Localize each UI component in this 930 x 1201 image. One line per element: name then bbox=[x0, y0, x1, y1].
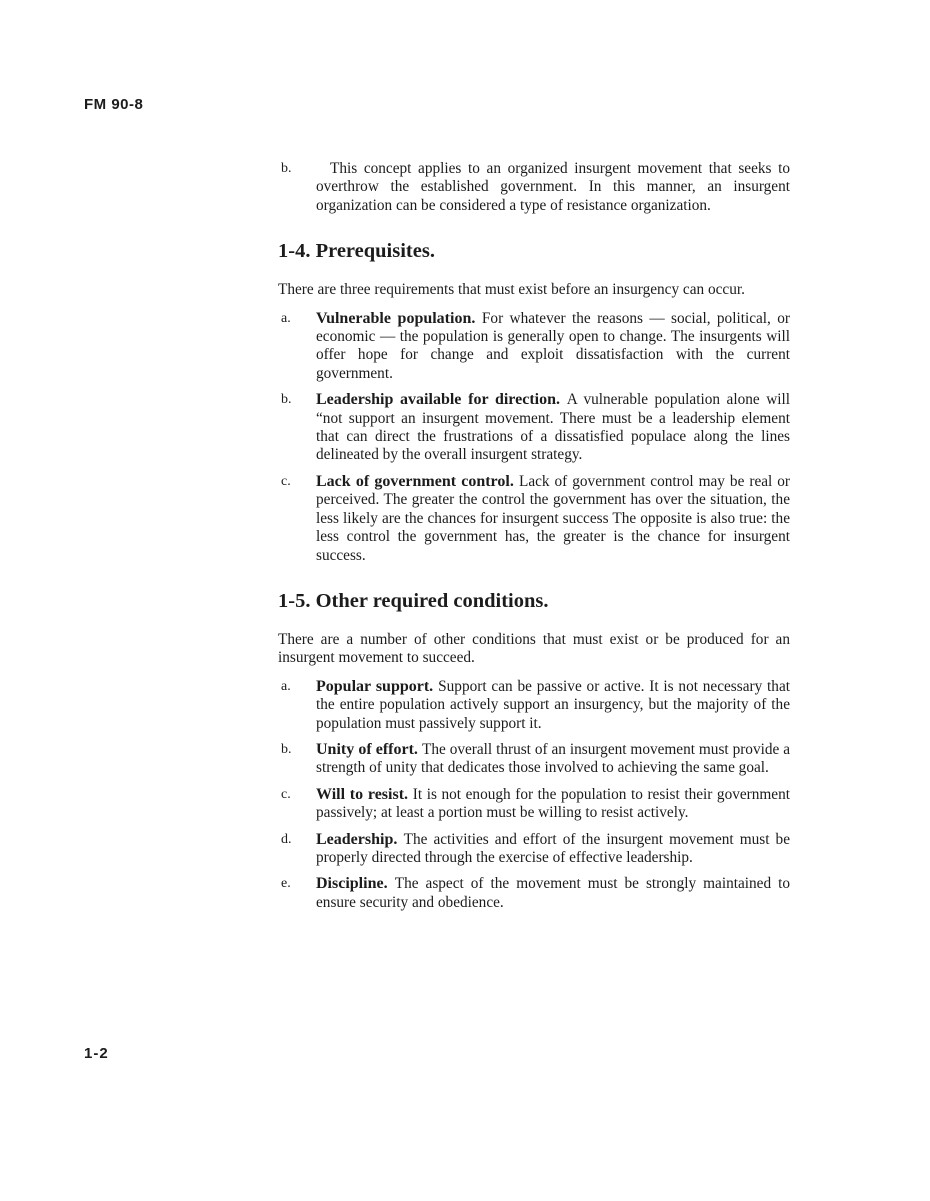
item-text: The activities and effort of the insurgent movement must be properly directed through the exercise of effective leadership. bbox=[316, 830, 790, 866]
list-item bbox=[278, 391, 790, 465]
paragraph-text: This concept applies to an organized insurgent movement that seeks to overthrow the established government. In this manner, an insurgent organization can be considered a type of resistance organization. bbox=[316, 160, 790, 214]
item-term: Leadership available for direction. bbox=[316, 391, 567, 409]
item-term: Lack of government control. bbox=[316, 472, 519, 490]
list-item bbox=[278, 310, 790, 384]
item-term: Vulnerable population. bbox=[316, 309, 482, 327]
item-text: It is not enough for the population to resist their government passively; at least a portion must be willing to resist actively. bbox=[316, 785, 790, 822]
item-marker: c. bbox=[281, 786, 291, 802]
conditions-list bbox=[278, 678, 790, 912]
item-marker: c. bbox=[281, 473, 291, 489]
list-item bbox=[278, 786, 790, 823]
list-item bbox=[278, 741, 790, 778]
page-number: 1-2 bbox=[84, 1045, 109, 1062]
item-marker: b. bbox=[281, 741, 292, 757]
item-marker: e. bbox=[281, 876, 291, 892]
item-term: Popular support. bbox=[316, 677, 439, 695]
item-marker: a. bbox=[281, 310, 291, 326]
item-term: Will to resist. bbox=[316, 785, 413, 803]
item-text: The aspect of the movement must be strongly maintained to ensure security and obedience. bbox=[316, 875, 790, 911]
section-intro: There are three requirements that must exist before an insurgency can occur. bbox=[278, 281, 745, 299]
list-item bbox=[278, 831, 790, 868]
list-item bbox=[278, 678, 790, 733]
page-content bbox=[278, 160, 790, 920]
requirements-list bbox=[278, 310, 790, 565]
item-text: The overall thrust of an insurgent movement must provide a strength of unity that dedicates those involved to achieving the same goal. bbox=[316, 740, 790, 777]
list-item bbox=[278, 473, 790, 565]
section-intro: There are a number of other conditions that must exist or be produced for an insurgent movement to succeed. bbox=[278, 630, 790, 667]
item-text: For whatever the reasons — social, political, or economic — the population is generally open to change. The insurgents will offer hope for change and exploit dissatisfaction with the current government. bbox=[316, 309, 790, 382]
section-prerequisites bbox=[278, 239, 790, 565]
item-marker: d. bbox=[281, 831, 292, 847]
item-marker: b. bbox=[281, 392, 292, 408]
section-other-conditions bbox=[278, 589, 790, 912]
item-text: Support can be passive or active. It is not necessary that the entire population actively support an insurgency, but the majority of the population must passively support it. bbox=[316, 677, 790, 732]
item-text: Lack of government control may be real or perceived. The greater the control the government has over the situation, the less likely are the chances for insurgent success The opposite is also true: the less control the government has, the greater is the chance for insurgent success. bbox=[316, 472, 791, 564]
section-heading: 1-4. Prerequisites. bbox=[278, 240, 435, 263]
item-term: Discipline. bbox=[316, 875, 395, 893]
item-marker: a. bbox=[281, 678, 291, 694]
item-text: A vulnerable population alone will “not support an insurgent movement. There must be a leadership element that can direct the frustrations of a dissatisfied populace along the lines delineated by the overall insurgent strategy. bbox=[316, 391, 790, 464]
item-term: Unity of effort. bbox=[316, 740, 423, 758]
item-term: Leadership. bbox=[316, 830, 404, 848]
item-marker: b. bbox=[281, 161, 292, 176]
section-heading: 1-5. Other required conditions. bbox=[278, 589, 549, 612]
list-item bbox=[278, 875, 790, 912]
manual-code: FM 90-8 bbox=[84, 96, 144, 113]
continuation-paragraph bbox=[278, 160, 790, 215]
